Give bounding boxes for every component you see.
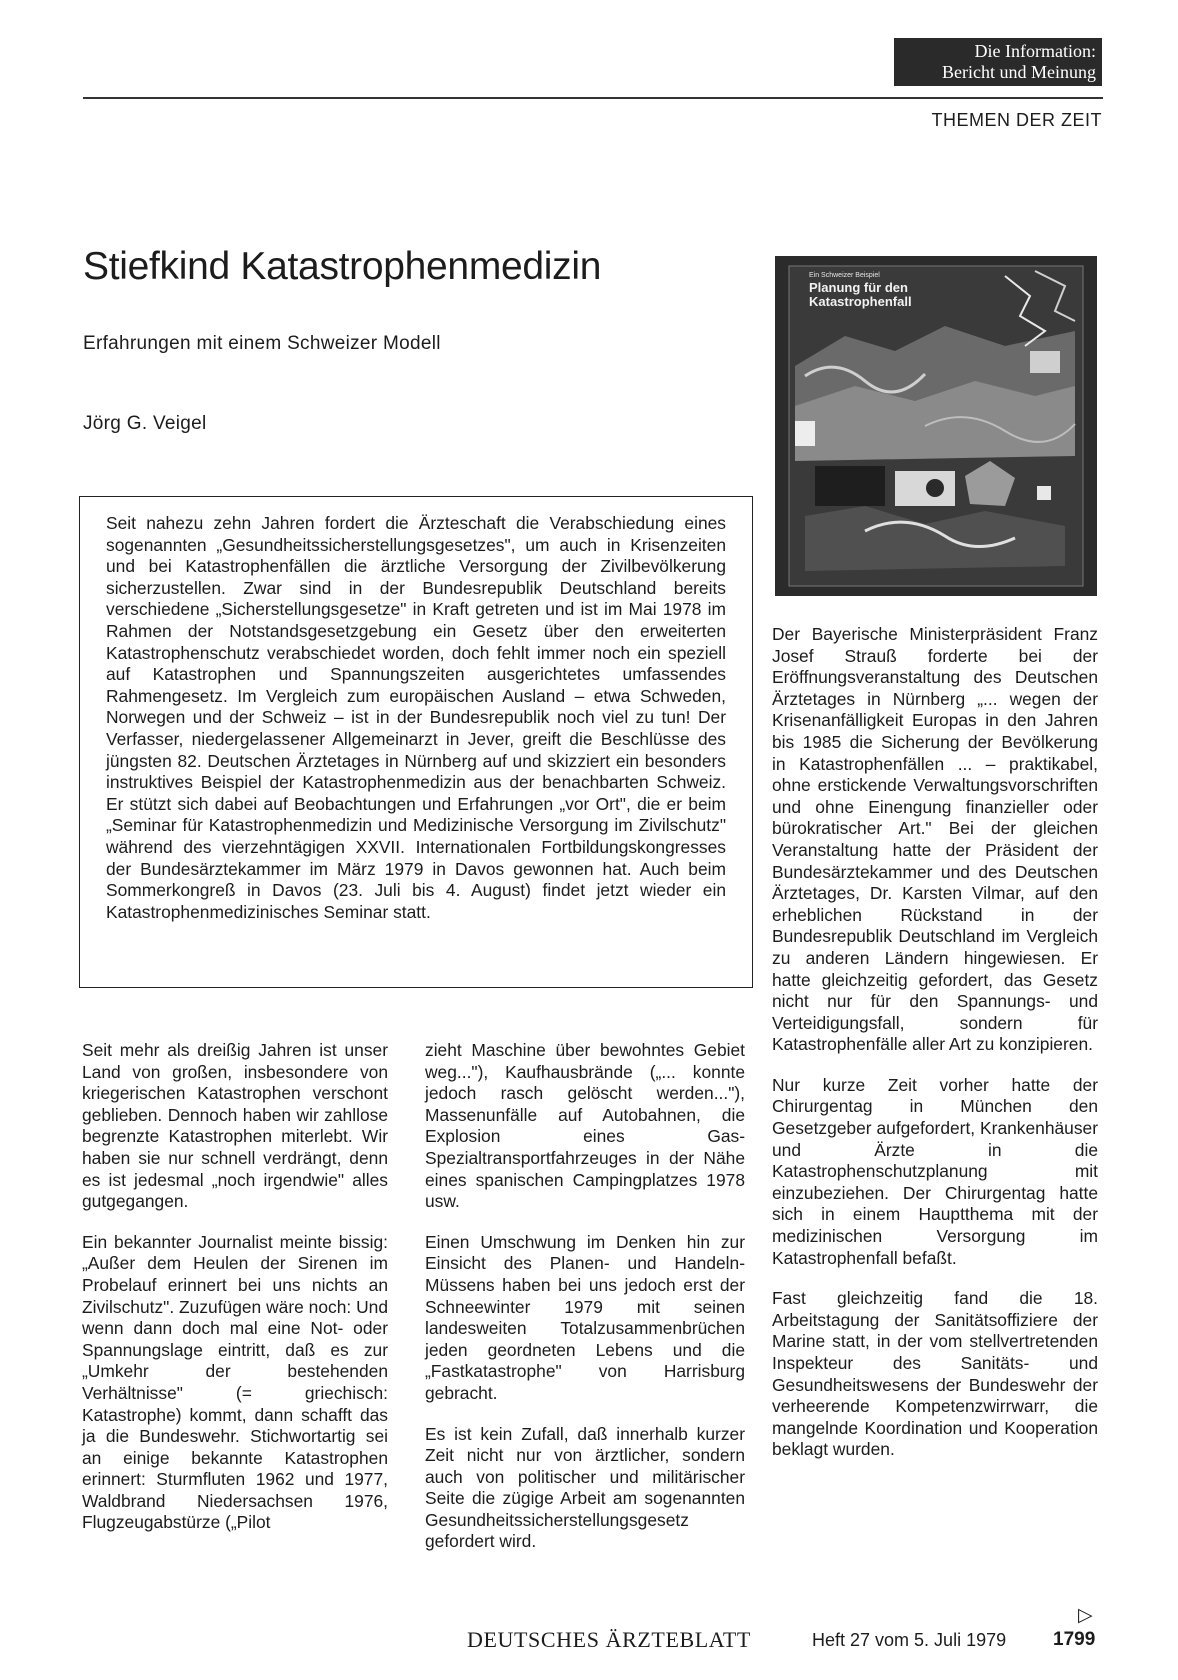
article-title: Stiefkind Katastrophenmedizin — [83, 245, 602, 288]
section-label: THEMEN DER ZEIT — [931, 110, 1102, 130]
body-column-3 — [772, 624, 1098, 1480]
header-divider — [83, 97, 1103, 99]
paragraph: Einen Umschwung im Denken hin zur Einsicht des Planen- und Handeln-Müssens haben bei uns jedoch erst der Schneewinter 1979 mit seinen landesweiten Totalzusammenbrüchen jeden geordneten Lebens und die „Fastkatastrophe" von Harrisburg gebracht. — [425, 1231, 745, 1403]
paragraph: Es ist kein Zufall, daß innerhalb kurzer Zeit nicht nur von ärztlicher, sondern auch von politischer und militärischer Seite die zügige Arbeit am sogenannten Gesundheitssicherstellungsgesetz gefordert wird. — [425, 1423, 745, 1552]
paragraph: Nur kurze Zeit vorher hatte der Chirurgentag in München den Gesetzgeber aufgefordert, Krankenhäuser und Ärzte in die Katastrophenschutzplanung mit einzubeziehen. Der Chirurgentag hatte sich in einem Hauptthema mit der medizinischen Versorgung im Katastrophenfall befaßt. — [772, 1074, 1098, 1268]
abstract-box — [79, 496, 753, 988]
rubric-line-1: Die Information: — [974, 41, 1096, 61]
journal-name: DEUTSCHES ÄRZTEBLATT — [467, 1627, 751, 1652]
page-number: 1799 — [1053, 1629, 1096, 1650]
cover-kicker: Ein Schweizer Beispiel — [809, 272, 880, 279]
abstract-text: Seit nahezu zehn Jahren fordert die Ärzteschaft die Verabschiedung eines sogenannten „Gesundheitssicherstellungsgesetzes", um auch in Krisenzeiten und bei Katastrophenfällen die ärztliche Versorgung der Zivilbevölkerung sicherzustellen. Zwar sind in der Bundesrepublik Deutschland bereits verschiedene „Sicherstellungsgesetze" in Kraft getreten und ist im Mai 1978 im Rahmen der Notstandsgesetzgebung ein Gesetz über den erweiterten Katastrophenschutz verabschiedet worden, doch fehlt immer noch ein speziell auf Katastrophen und Spannungszeiten ausgerichtetes umfassendes Rahmengesetz. Im Vergleich zum europäischen Ausland – etwa Schweden, Norwegen und der Schweiz – ist in der Bundesrepublik noch viel zu tun! Der Verfasser, niedergelassener Allgemeinarzt in Jever, greift die Beschlüsse des jüngsten 82. Deutschen Ärztetages in Nürnberg auf und skizziert ein besonders instruktives Beispiel der Katastrophenmedizin aus der benachbarten Schweiz. Er stützt sich dabei auf Beobachtungen und Erfahrungen „vor Ort", die er beim „Seminar für Katastrophenmedizin und Medizinische Versorgung im Zivilschutz" während des vierzehntägigen XXVII. Internationalen Fortbildungskongresses der Bundesärztekammer im März 1979 in Davos gewonnen hat. Auch beim Sommerkongreß in Davos (23. Juli bis 4. August) findet jetzt wieder ein Katastrophenmedizinisches Seminar statt. — [106, 513, 726, 922]
paragraph: zieht Maschine über bewohntes Gebiet weg..."), Kaufhausbrände („... konnte jedoch rasch gelöscht werden..."), Massenunfälle auf Autobahnen, die Explosion eines Gas-Spezialtransportfahrzeuges in der Nähe eines spanischen Campingplatzes 1978 usw. — [425, 1040, 745, 1212]
body-column-1 — [82, 1040, 388, 1553]
book-cover-image — [775, 256, 1097, 596]
rubric-line-2: Bericht und Meinung — [942, 62, 1096, 82]
paragraph: Seit mehr als dreißig Jahren ist unser Land von großen, insbesondere von kriegerischen Katastrophen verschont geblieben. Dennoch haben wir zahllose begrenzte Katastrophen miterlebt. Wir haben sie nur schnell verdrängt, denn es ist jedesmal „noch irgendwie" alles gutgegangen. — [82, 1040, 388, 1212]
paragraph: Fast gleichzeitig fand die 18. Arbeitstagung der Sanitätsoffiziere der Marine statt, in der vom stellvertretenden Inspekteur des Sanitäts- und Gesundheitswesens der Bundeswehr der verheerende Kompetenzwirrwarr, die mangelnde Koordination und Kooperation beklagt wurden. — [772, 1288, 1098, 1460]
body-column-2 — [425, 1040, 745, 1572]
rubric-badge — [894, 38, 1102, 86]
cover-title — [809, 281, 912, 309]
cover-title-line-2: Katastrophenfall — [809, 294, 912, 309]
article-subtitle: Erfahrungen mit einem Schweizer Modell — [83, 333, 441, 354]
paragraph: Ein bekannter Journalist meinte bissig: „Außer dem Heulen der Sirenen im Probelauf erinnert bei uns nichts an Zivilschutz". Zuzufügen wäre noch: Und wenn dann doch mal eine Not- oder Spannungslage eintritt, daß es zur „Umkehr der bestehenden Verhältnisse" (= griechisch: Katastrophe) kommt, dann schafft das ja die Bundeswehr. Stichwortartig sei an einige bekannte Katastrophen erinnert: Sturmfluten 1962 und 1977, Waldbrand Niedersachsen 1976, Flugzeugabstürze („Pilot — [82, 1231, 388, 1533]
article-author: Jörg G. Veigel — [83, 413, 207, 434]
issue-info: Heft 27 vom 5. Juli 1979 — [812, 1630, 1007, 1650]
cover-title-line-1: Planung für den — [809, 280, 908, 295]
continue-arrow-icon: ▷ — [1078, 1605, 1093, 1626]
paragraph: Der Bayerische Ministerpräsident Franz Josef Strauß forderte bei der Eröffnungsveranstaltung des Deutschen Ärztetages in Nürnberg „... wegen der Krisenanfälligkeit Europas in den Jahren bis 1985 die Sicherung der Bevölkerung in Katastrophenfällen ... – praktikabel, ohne erstickende Verwaltungsvorschriften und ohne Einengung finanzieller oder bürokratischer Art." Bei der gleichen Veranstaltung hatte der Präsident der Bundesärztekammer und des Deutschen Ärztetages, Dr. Karsten Vilmar, auf den erheblichen Rückstand in der Bundesrepublik Deutschland im Vergleich zu anderen Ländern hingewiesen. Er hatte gleichzeitig gefordert, das Gesetz nicht nur für den Spannungs- und Verteidigungsfall, sondern für Katastrophenfälle aller Art zu konzipieren. — [772, 624, 1098, 1055]
